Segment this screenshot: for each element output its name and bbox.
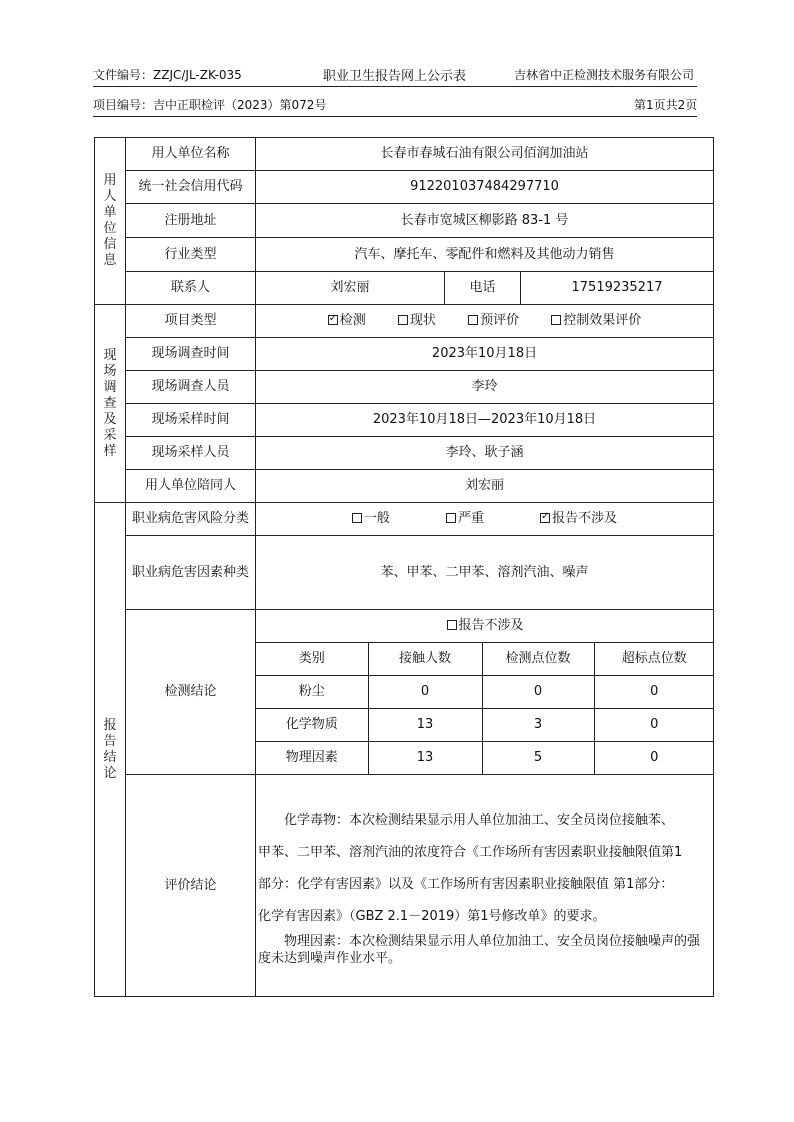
evaluation-chem-line-4: 化学有害因素》（GBZ 2.1－2019）第1号修改单》的要求。 (258, 908, 606, 924)
phone-number: 17519235217 (521, 272, 714, 305)
header-divider-2 (93, 116, 697, 117)
credit-code-label: 统一社会信用代码 (126, 171, 256, 204)
industry-label: 行业类型 (126, 238, 256, 272)
project-type-label: 项目类型 (126, 305, 256, 338)
checkbox-icon (447, 620, 457, 630)
table-cell: 3 (482, 709, 594, 742)
checkbox-checked-icon (328, 315, 338, 325)
detection-table-cell (256, 610, 714, 775)
checkbox-icon (446, 513, 456, 523)
section-report-conclusion: 报 告 结 论 (95, 503, 126, 997)
address: 长春市宽城区柳影路 83-1 号 (256, 204, 714, 238)
page-title: 职业卫生报告网上公示表 (323, 69, 467, 84)
evaluation-label: 评价结论 (126, 775, 256, 997)
table-cell: 0 (594, 742, 714, 775)
table-header-row (256, 643, 714, 676)
escort-label: 用人单位陪同人 (126, 470, 256, 503)
risk-class-label: 职业病危害风险分类 (126, 503, 256, 536)
risk-class-options (256, 503, 714, 536)
table-cell: 化学物质 (256, 709, 368, 742)
survey-time-label: 现场调查时间 (126, 338, 256, 371)
table-cell: 0 (594, 709, 714, 742)
contact-name: 刘宏丽 (256, 272, 445, 305)
page-info: 第1页共2页 (634, 98, 698, 112)
table-cell: 粉尘 (256, 676, 368, 709)
header-divider (93, 86, 697, 87)
sampling-time-label: 现场采样时间 (126, 404, 256, 437)
checkbox-icon (551, 315, 561, 325)
evaluation-text (256, 775, 714, 997)
column-header: 检测点位数 (482, 643, 594, 676)
project-type-options (256, 305, 714, 338)
employer-name: 长春市春城石油有限公司佰润加油站 (256, 138, 714, 171)
sampling-staff-label: 现场采样人员 (126, 437, 256, 470)
option-current-status[interactable]: 现状 (398, 313, 436, 329)
project-number: 项目编号：吉中正职检评（2023）第072号 (93, 98, 327, 112)
option-serious[interactable]: 严重 (446, 511, 484, 527)
table-cell: 0 (594, 676, 714, 709)
checkbox-icon (352, 513, 362, 523)
detection-label: 检测结论 (126, 610, 256, 775)
table-row (256, 742, 714, 775)
table-cell: 0 (368, 676, 482, 709)
option-general[interactable]: 一般 (352, 511, 390, 527)
table-row (256, 676, 714, 709)
checkbox-checked-icon (540, 513, 550, 523)
sampling-staff: 李玲、耿子涵 (256, 437, 714, 470)
phone-label: 电话 (445, 272, 521, 305)
section-employer-info: 用 人 单 位 信 息 (95, 138, 126, 305)
column-header: 类别 (256, 643, 368, 676)
option-control-effect[interactable]: 控制效果评价 (551, 313, 641, 329)
table-row (256, 709, 714, 742)
evaluation-chem-line-3: 部分：化学有害因素》以及《工作场所有害因素职业接触限值 第1部分： (258, 876, 674, 892)
detection-table (256, 610, 714, 774)
credit-code: 912201037484297710 (256, 171, 714, 204)
option-not-involved[interactable]: ✓ 报告不涉及 (540, 511, 617, 527)
doc-number: 文件编号：ZZJC/JL-ZK-035 (93, 68, 242, 82)
company-name: 吉林省中正检测技术服务有限公司 (514, 68, 695, 82)
checkbox-icon (468, 315, 478, 325)
evaluation-chem-line-2: 甲苯、二甲苯、溶剂汽油的浓度符合《工作场所有害因素职业接触限值第1 (258, 844, 683, 860)
table-cell: 13 (368, 709, 482, 742)
address-label: 注册地址 (126, 204, 256, 238)
column-header: 接触人数 (368, 643, 482, 676)
option-pre-evaluation[interactable]: 预评价 (468, 313, 519, 329)
disclosure-table (94, 137, 714, 997)
hazard-types: 苯、甲苯、二甲苯、溶剂汽油、噪声 (256, 536, 714, 610)
evaluation-chem-line-1: 化学毒物：本次检测结果显示用人单位加油工、安全员岗位接触苯、 (284, 812, 675, 828)
industry: 汽车、摩托车、零配件和燃料及其他动力销售 (256, 238, 714, 272)
column-header: 超标点位数 (594, 643, 714, 676)
hazard-types-label: 职业病危害因素种类 (126, 536, 256, 610)
survey-time: 2023年10月18日 (256, 338, 714, 371)
detection-not-involved[interactable]: 报告不涉及 (256, 610, 714, 643)
table-cell: 5 (482, 742, 594, 775)
escort: 刘宏丽 (256, 470, 714, 503)
option-detection[interactable]: ✓ 检测 (328, 313, 366, 329)
survey-staff-label: 现场调查人员 (126, 371, 256, 404)
employer-name-label: 用人单位名称 (126, 138, 256, 171)
checkbox-icon (398, 315, 408, 325)
survey-staff: 李玲 (256, 371, 714, 404)
contact-label: 联系人 (126, 272, 256, 305)
section-site-survey: 现 场 调 查 及 采 样 (95, 305, 126, 503)
table-cell: 13 (368, 742, 482, 775)
table-cell: 0 (482, 676, 594, 709)
evaluation-physical: 物理因素：本次检测结果显示用人单位加油工、安全员岗位接触噪声的强度未达到噪声作业水平。 (258, 933, 701, 966)
sampling-time: 2023年10月18日—2023年10月18日 (256, 404, 714, 437)
table-cell: 物理因素 (256, 742, 368, 775)
